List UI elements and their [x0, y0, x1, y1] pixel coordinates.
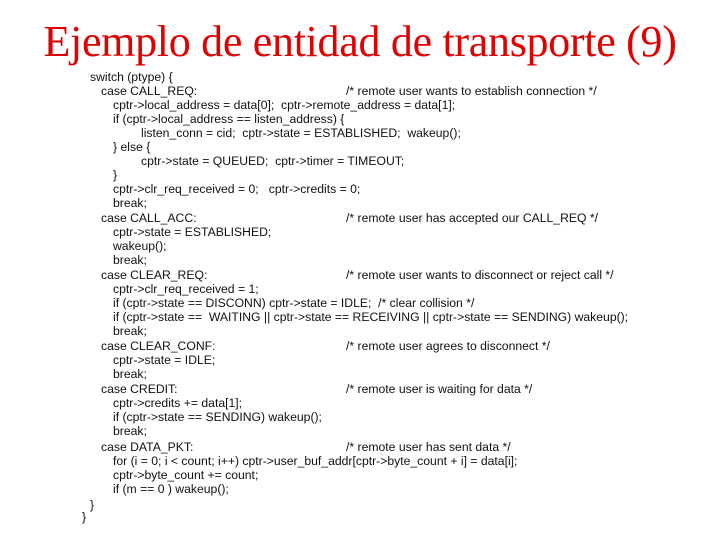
code-line: listen_conn = cid; cptr->state = ESTABLISHED; wakeup(); [141, 126, 461, 140]
code-line: cptr->state = IDLE; [113, 353, 216, 367]
code-line: cptr->byte_count += count; [113, 468, 259, 482]
code-comment: /* remote user is waiting for data */ [346, 382, 533, 396]
code-line: } [90, 498, 95, 512]
code-line: cptr->clr_req_received = 0; cptr->credits = 0; [113, 182, 361, 196]
code-line: cptr->state = QUEUED; cptr->timer = TIMEOUT; [141, 154, 405, 168]
code-line: case CLEAR_CONF: [101, 339, 216, 353]
slide-title: Ejemplo de entidad de transporte (9) [43, 17, 677, 66]
code-line: case DATA_PKT: [101, 440, 194, 454]
code-line: case CLEAR_REQ: [101, 268, 208, 282]
code-line: cptr->credits += data[1]; [113, 396, 243, 410]
code-line: switch (ptype) { [90, 70, 173, 84]
code-line: } [82, 510, 87, 524]
code-line: case CALL_ACC: [101, 211, 197, 225]
code-line: break; [113, 424, 147, 438]
code-line: if (cptr->state == SENDING) wakeup(); [113, 410, 322, 424]
code-comment: /* remote user has sent data */ [346, 440, 511, 454]
code-line: } [113, 168, 118, 182]
code-comment: /* remote user wants to disconnect or reject call */ [346, 268, 614, 282]
code-comment: /* remote user agrees to disconnect */ [346, 339, 550, 353]
code-line: cptr->clr_req_received = 1; [113, 282, 259, 296]
code-line: } else { [113, 140, 151, 154]
code-line: cptr->local_address = data[0]; cptr->remote_address = data[1]; [113, 98, 456, 112]
code-line: cptr->state = ESTABLISHED; [113, 225, 272, 239]
code-line: break; [113, 367, 147, 381]
code-line: case CREDIT: [101, 382, 178, 396]
code-line: if (cptr->state == DISCONN) cptr->state = IDLE; /* clear collision */ [113, 296, 475, 310]
code-line: if (cptr->local_address == listen_address) { [113, 112, 345, 126]
code-comment: /* remote user has accepted our CALL_REQ */ [346, 211, 599, 225]
code-line: if (m == 0 ) wakeup(); [113, 482, 229, 496]
code-line: if (cptr->state == WAITING || cptr->state == RECEIVING || cptr->state == SENDING) wakeup(); [113, 310, 629, 324]
code-line: break; [113, 253, 147, 267]
code-line: case CALL_REQ: [101, 84, 198, 98]
code-line: break; [113, 196, 147, 210]
code-line: wakeup(); [113, 239, 167, 253]
code-line: for (i = 0; i < count; i++) cptr->user_buf_addr[cptr->byte_count + i] = data[i]; [113, 454, 518, 468]
code-line: break; [113, 324, 147, 338]
code-comment: /* remote user wants to establish connection */ [346, 84, 597, 98]
